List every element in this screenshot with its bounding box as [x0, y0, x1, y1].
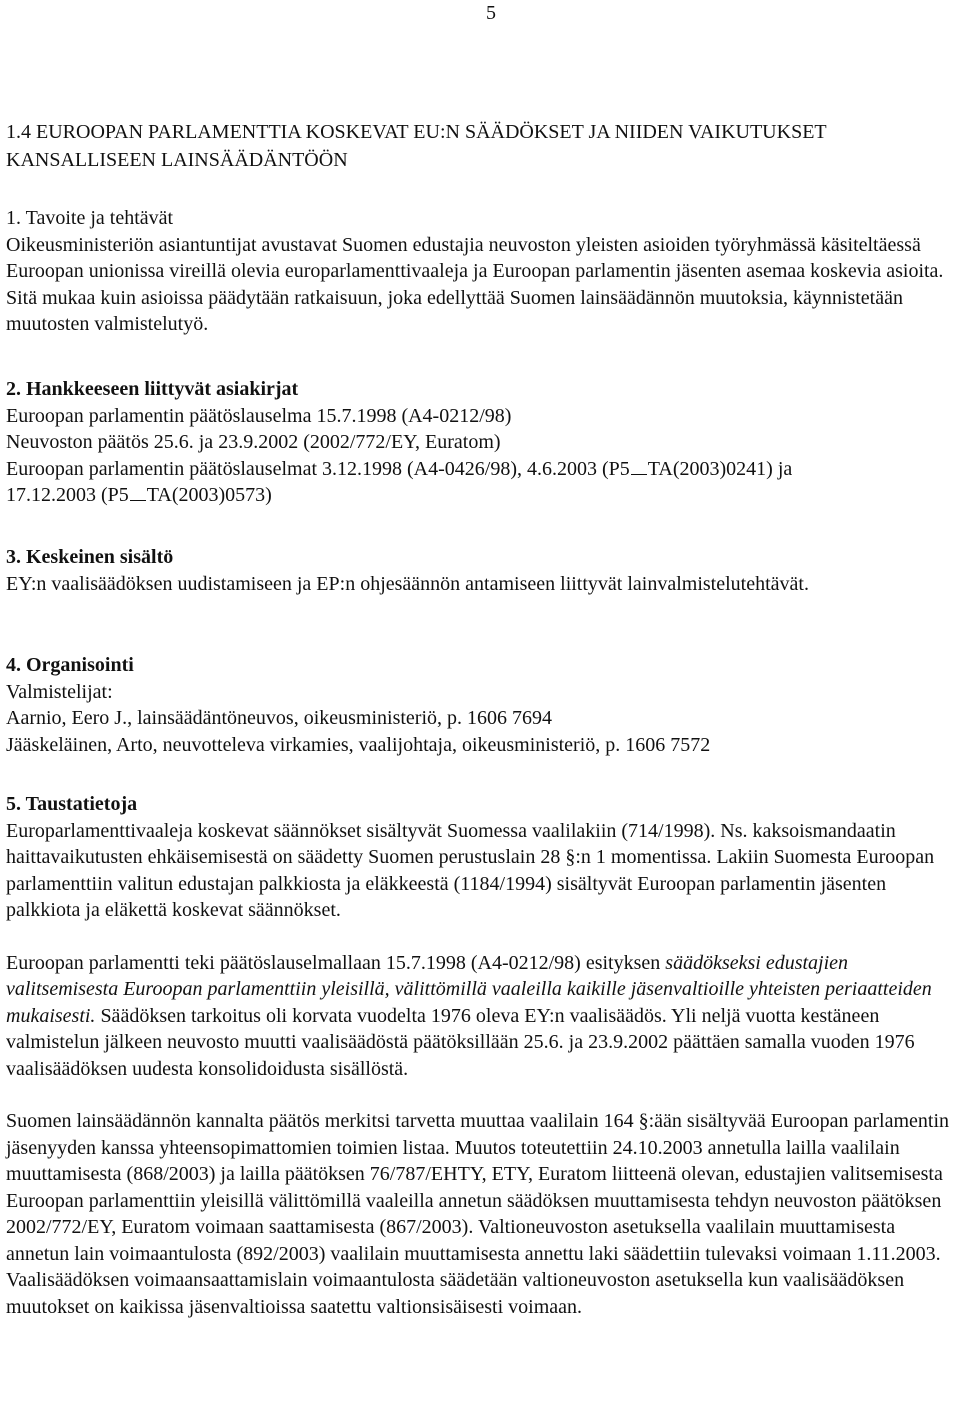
- section-1-text: Oikeusministeriön asiantuntijat avustavat Suomen edustajia neuvoston yleisten asioiden työryhmässä käsiteltäessä Euroopan unionissa vireillä olevia europarlamenttivaaleja ja Euroopan parlamentin jäsenten asemaa koskevia asioita. Sitä mukaa kuin asioissa päädytään ratkaisuun, joka edellyttää Suomen lainsäädännön muutoksia, käynnistetään muutosten valmistelutyö.: [6, 233, 944, 335]
- section-4: [6, 652, 954, 758]
- underscore-gap: [130, 486, 146, 501]
- section-5: [6, 791, 954, 1320]
- section-3: [6, 544, 954, 597]
- paragraph-2-start: Euroopan parlamentti teki päätöslauselmallaan 15.7.1998 (A4-0212/98) esityksen: [6, 951, 666, 974]
- document-line-3-part-b: TA(2003)0241) ja: [647, 457, 793, 480]
- section-5-heading: 5. Taustatietoja: [6, 793, 138, 815]
- section-3-text: EY:n vaalisäädöksen uudistamiseen ja EP:n ohjesäännön antamiseen liittyvät lainvalmistelutehtävät.: [6, 572, 809, 595]
- main-title: 1.4 EUROOPAN PARLAMENTTIA KOSKEVAT EU:N SÄÄDÖKSET JA NIIDEN VAIKUTUKSET KANSALLISEEN LAINSÄÄDÄNTÖÖN: [6, 121, 827, 171]
- section-3-heading: 3. Keskeinen sisältö: [6, 546, 174, 568]
- document-line-4: [6, 482, 954, 509]
- section-1: [6, 205, 954, 338]
- section-4-heading: 4. Organisointi: [6, 654, 134, 676]
- preparers-label: Valmistelijat:: [6, 680, 113, 703]
- document-line-3: [6, 456, 954, 483]
- document-line-2: Neuvoston päätös 25.6. ja 23.9.2002 (2002/772/EY, Euratom): [6, 431, 501, 453]
- paragraph-2-end: Säädöksen tarkoitus oli korvata vuodelta 1976 oleva EY:n vaalisäädös. Yli neljä vuotta kestäneen valmistelun jälkeen neuvosto muutti vaalisäädöstä päätöksillään 25.6. ja 23.9.2002 päättäen samalla vuoden 1976 vaalisäädöksen uudesta konsolidoidusta sisällöstä.: [6, 1004, 915, 1080]
- preparer-1: Aarnio, Eero J., lainsäädäntöneuvos, oikeusministeriö, p. 1606 7694: [6, 707, 553, 729]
- preparer-2: Jääskeläinen, Arto, neuvotteleva virkamies, vaalijohtaja, oikeusministeriö, p. 1606 7572: [6, 733, 711, 756]
- section-5-paragraph-1: Europarlamenttivaaleja koskevat säännökset sisältyvät Suomessa vaalilakiin (714/1998). Ns. kaksoismandaatin haittavaikutusten ehkäisemisestä on säädetty Suomen perustuslain 28 §:n 1 momentissa. Lakiin Suomesta Euroopan parlamenttiin valitun edustajan palkkiosta ja eläkkeestä (1184/1994) sisältyvät Euroopan parlamentin jäsenten palkkiota ja eläkettä koskevat säännökset.: [6, 819, 935, 921]
- section-1-heading: 1. Tavoite ja tehtävät: [6, 207, 174, 229]
- page-number: 5: [486, 2, 496, 24]
- section-5-paragraph-3: Suomen lainsäädännön kannalta päätös merkitsi tarvetta muuttaa vaalilain 164 §:ään sisältyvää Euroopan parlamentin jäsenyyden kanssa yhteensopimattomien toimien listaa. Muutos toteutettiin 24.10.2003 annetulla lailla vaalilain muuttamisesta (868/2003) ja lailla päätöksen 76/787/EHTY, ETY, Euratom liitteenä olevan, edustajien valitsemisesta Euroopan parlamenttiin yleisillä välittömillä vaaleilla annetun säädöksen muuttamisesta tehdyn neuvoston päätöksen 2002/772/EY, Euratom voimaan saattamisesta (867/2003). Valtioneuvoston asetuksella vaalilain muuttamisesta annetun lain voimaantulosta (892/2003) vaalilain muuttamisesta annettu laki säädettiin tulevaksi voimaan 1.11.2003. Vaalisäädöksen voimaansaattamislain voimaantulosta säädetään valtioneuvoston asetuksella kun vaalisäädöksen muutokset on kaikissa jäsenvaltioissa saatettu valtionsisäisesti voimaan.: [6, 1110, 950, 1318]
- document-line-4-part-b: TA(2003)0573): [146, 484, 272, 506]
- document-line-1: Euroopan parlamentin päätöslauselma 15.7.1998 (A4-0212/98): [6, 404, 512, 427]
- paragraph-2-italic: säädökseksi edustajien valitsemisesta Euroopan parlamenttiin yleisillä, välittömillä vaaleilla kaikille jäsenvaltioille yhteisten periaatteiden mukaisesti.: [6, 951, 932, 1027]
- document-line-3-part-a: Euroopan parlamentin päätöslauselmat 3.12.1998 (A4-0426/98), 4.6.2003 (P5: [6, 457, 630, 480]
- section-5-paragraph-2: [6, 950, 954, 1083]
- underscore-gap: [631, 460, 647, 475]
- section-2: [6, 376, 954, 509]
- document-line-4-part-a: 17.12.2003 (P5: [6, 484, 129, 506]
- section-2-heading: 2. Hankkeeseen liittyvät asiakirjat: [6, 378, 299, 400]
